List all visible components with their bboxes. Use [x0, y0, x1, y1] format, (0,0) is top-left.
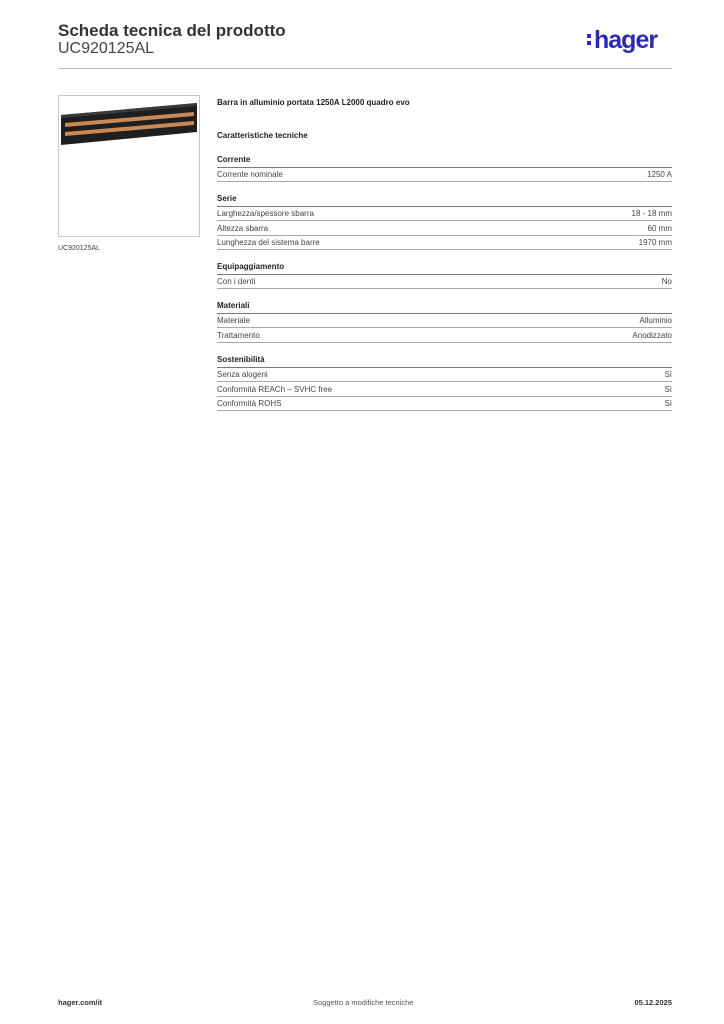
header-title: Scheda tecnica del prodotto: [58, 21, 286, 40]
spec-label: Larghezza/spessore sbarra: [217, 209, 314, 218]
spec-value: Sì: [664, 399, 672, 408]
spec-label: Conformità ROHS: [217, 399, 282, 408]
hager-logo[interactable]: [594, 28, 657, 53]
logo-dots-icon: [587, 34, 591, 48]
spec-label: Lunghezza del sistema barre: [217, 238, 320, 247]
product-description: Barra in alluminio portata 1250A L2000 quadro evo: [217, 98, 410, 107]
spec-value: No: [661, 277, 672, 286]
spec-row: [217, 222, 672, 236]
spec-value: 60 mm: [647, 223, 672, 233]
section-title: Corrente: [217, 155, 251, 164]
spec-label: Corrente nominale: [217, 170, 283, 179]
spec-label: Senza alogeni: [217, 370, 268, 379]
spec-label: Materiale: [217, 316, 250, 325]
spec-value: Anodizzato: [632, 330, 672, 340]
spec-row: [217, 275, 672, 289]
section-title: Sostenibilità: [217, 355, 265, 364]
spec-row: [217, 236, 672, 250]
spec-value: 1970 mm: [638, 238, 672, 247]
spec-value: Sì: [664, 370, 672, 379]
product-image: [58, 95, 200, 237]
footer-website[interactable]: hager.com/it: [58, 998, 103, 1007]
section-title: Materiali: [217, 301, 250, 310]
spec-value: Sì: [664, 384, 672, 394]
spec-row: [217, 383, 672, 397]
section-title: Equipaggiamento: [217, 262, 285, 271]
busbar-image: [59, 96, 199, 236]
spec-row: [217, 168, 672, 182]
section-title: Serie: [217, 194, 237, 203]
footer-note: Soggetto a modifiche tecniche: [313, 998, 414, 1007]
spec-row: [217, 207, 672, 221]
product-code-heading: UC920125AL: [58, 40, 155, 57]
image-caption: UC920125AL: [58, 245, 101, 252]
spec-row: [217, 397, 672, 411]
spec-value: 18 - 18 mm: [631, 209, 672, 218]
spec-label: Conformità REACh – SVHC free: [217, 384, 333, 394]
logo-text: hager: [594, 26, 658, 54]
spec-value: Alluminio: [639, 316, 672, 325]
spec-label: Trattamento: [217, 330, 260, 340]
header-divider: [58, 68, 672, 69]
spec-label: Altezza sbarra: [217, 223, 269, 233]
spec-row: [217, 368, 672, 382]
spec-label: Con i denti: [217, 277, 256, 286]
tech-characteristics-title: Caratteristiche tecniche: [217, 131, 308, 140]
footer-date: 05.12.2025: [634, 998, 672, 1007]
spec-row: [217, 314, 672, 328]
spec-row: [217, 329, 672, 343]
spec-value: 1250 A: [647, 170, 672, 179]
